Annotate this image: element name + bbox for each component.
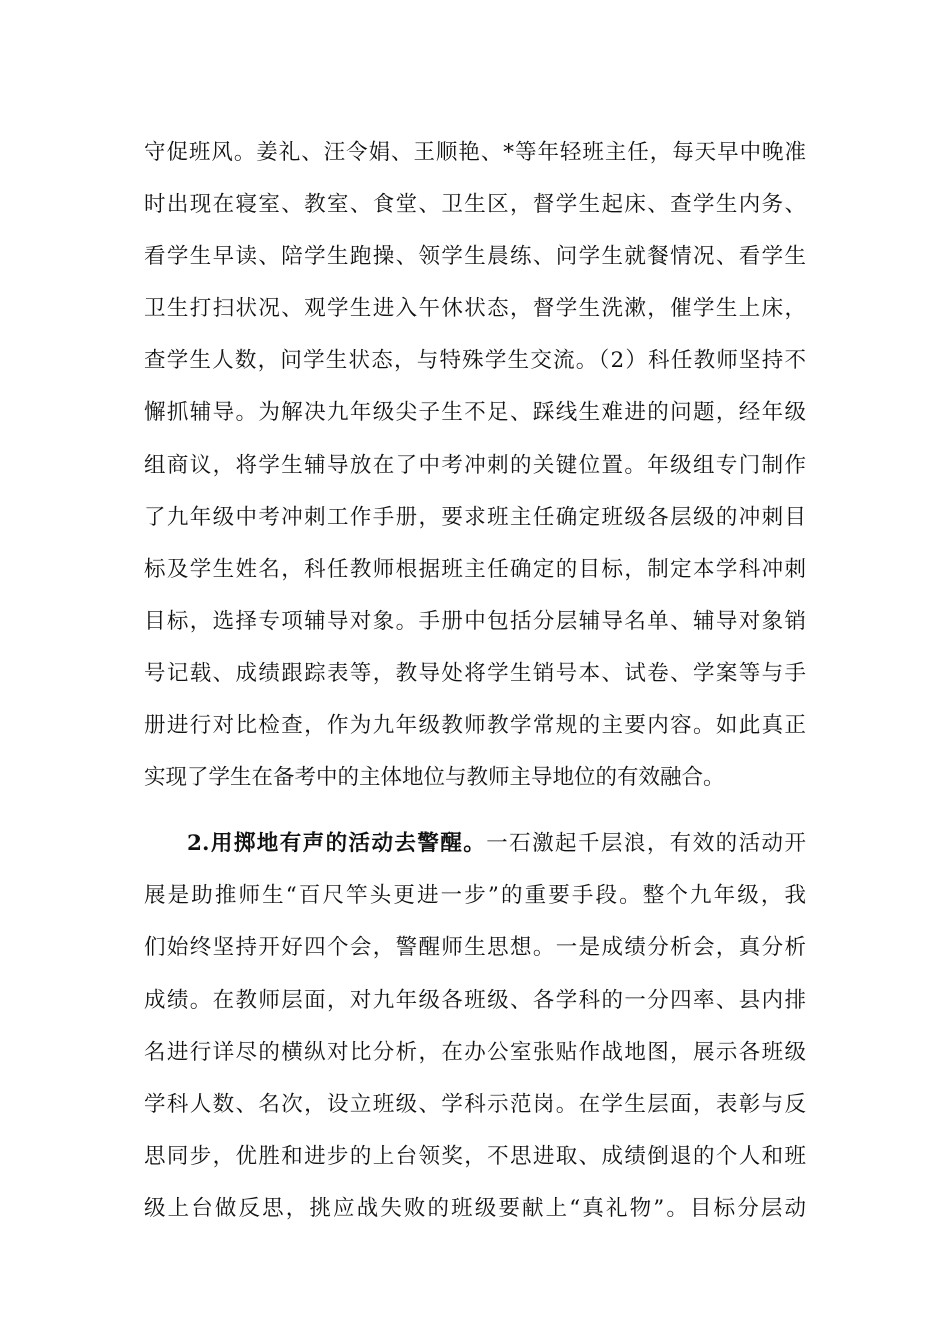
text-line: 了九年级中考冲刺工作手册，要求班主任确定班级各层级的冲刺目 bbox=[144, 504, 806, 530]
paragraph-2 bbox=[144, 818, 806, 1235]
text-line: 时出现在寝室、教室、食堂、卫生区，督学生起床、查学生内务、 bbox=[144, 192, 806, 218]
text-line: 目标，选择专项辅导对象。手册中包括分层辅导名单、辅导对象销 bbox=[144, 608, 806, 634]
section-heading: 2.用掷地有声的活动去警醒。 bbox=[187, 831, 487, 857]
text-line: 实现了学生在备考中的主体地位与教师主导地位的有效融合。 bbox=[144, 765, 725, 791]
text-line: 卫生打扫状况、观学生进入午休状态，督学生洗漱，催学生上床， bbox=[144, 296, 806, 322]
heading-continuation: 一石激起千层浪，有效的活动开 bbox=[486, 831, 806, 857]
text-line: 展是助推师生“百尺竿头更进一步”的重要手段。整个九年级，我 bbox=[144, 883, 806, 909]
document-page bbox=[144, 127, 806, 1235]
text-line: 思同步，优胜和进步的上台领奖，不思进取、成绩倒退的个人和班 bbox=[144, 1143, 806, 1169]
text-line: 学科人数、名次，设立班级、学科示范岗。在学生层面，表彰与反 bbox=[144, 1091, 806, 1117]
text-line: 守促班风。姜礼、汪令娟、王顺艳、*等年轻班主任，每天早中晚准 bbox=[144, 140, 806, 165]
text-line: 册进行对比检查，作为九年级教师教学常规的主要内容。如此真正 bbox=[144, 713, 806, 739]
text-line: 成绩。在教师层面，对九年级各班级、各学科的一分四率、县内排 bbox=[144, 987, 806, 1013]
text-line bbox=[144, 818, 806, 870]
text-line: 号记载、成绩跟踪表等，教导处将学生销号本、试卷、学案等与手 bbox=[144, 660, 806, 686]
text-line: 标及学生姓名，科任教师根据班主任确定的目标，制定本学科冲刺 bbox=[144, 556, 806, 582]
text-line: 懈抓辅导。为解决九年级尖子生不足、踩线生难进的问题，经年级 bbox=[144, 400, 806, 426]
text-line: 名进行详尽的横纵对比分析，在办公室张贴作战地图，展示各班级 bbox=[144, 1039, 806, 1065]
paragraph-1 bbox=[144, 127, 806, 804]
text-line: 查学生人数，问学生状态，与特殊学生交流。（2）科任教师坚持不 bbox=[144, 348, 806, 374]
text-line: 们始终坚持开好四个会，警醒师生思想。一是成绩分析会，真分析 bbox=[144, 935, 806, 961]
text-line: 级上台做反思，挑应战失败的班级要献上“真礼物”。目标分层动 bbox=[144, 1195, 806, 1221]
text-line: 看学生早读、陪学生跑操、领学生晨练、问学生就餐情况、看学生 bbox=[144, 244, 806, 270]
text-line: 组商议，将学生辅导放在了中考冲刺的关键位置。年级组专门制作 bbox=[144, 452, 806, 478]
paragraph-gap bbox=[144, 804, 806, 818]
